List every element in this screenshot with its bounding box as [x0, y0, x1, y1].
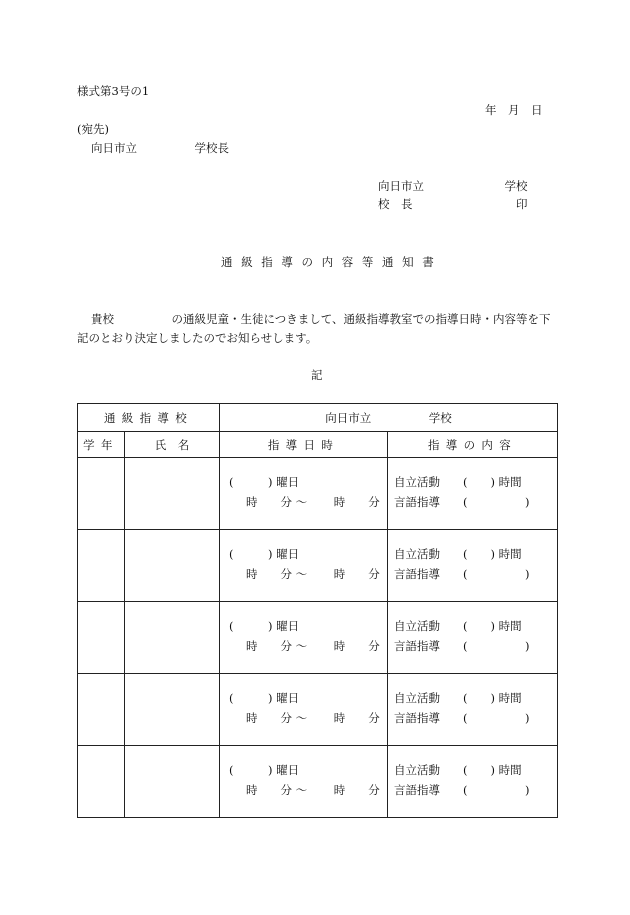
time-range-field: 時 分 〜 時 分: [246, 711, 380, 725]
datetime-cell[interactable]: [220, 746, 388, 818]
weekday-field: ( ) 曜日: [229, 547, 300, 561]
weekday-field: ( ) 曜日: [229, 691, 300, 705]
datetime-cell[interactable]: [220, 674, 388, 746]
time-range-field: 時 分 〜 時 分: [246, 639, 380, 653]
weekday-field: ( ) 曜日: [229, 475, 300, 489]
time-range-field: 時 分 〜 時 分: [246, 567, 380, 581]
gengo-field: 言語指導 ( ): [394, 711, 530, 725]
ki-label: 記: [311, 368, 323, 382]
weekday-field: ( ) 曜日: [229, 619, 300, 633]
gengo-field: 言語指導 ( ): [394, 639, 530, 653]
weekday-field: ( ) 曜日: [229, 763, 300, 777]
column-header-row: [78, 432, 558, 458]
name-cell[interactable]: [125, 746, 220, 818]
time-range-field: 時 分 〜 時 分: [246, 495, 380, 509]
col-name: 氏 名: [125, 432, 220, 458]
jiritsu-field: 自立活動 ( ) 時間: [394, 763, 522, 777]
addressee: 向日市立 学校長: [91, 141, 229, 155]
content-cell[interactable]: [388, 674, 558, 746]
date-line: 年 月 日: [485, 103, 543, 117]
content-cell[interactable]: [388, 530, 558, 602]
table-row: [78, 458, 558, 530]
jiritsu-field: 自立活動 ( ) 時間: [394, 547, 522, 561]
name-cell[interactable]: [125, 674, 220, 746]
table-row: [78, 674, 558, 746]
addressee-label: (宛先): [77, 122, 109, 136]
form-number: 様式第3号の1: [77, 84, 150, 98]
school-value: 向日市立 学校: [220, 404, 558, 432]
body-line-1: 貴校 の通級児童・生徒につきまして、通級指導教室での指導日時・内容等を下: [91, 312, 551, 326]
gengo-field: 言語指導 ( ): [394, 783, 530, 797]
sender-school: 向日市立 学校: [378, 179, 528, 193]
datetime-cell[interactable]: [220, 530, 388, 602]
col-grade: 学年: [78, 432, 125, 458]
school-row: [78, 404, 558, 432]
table-row: [78, 530, 558, 602]
table-row: [78, 746, 558, 818]
body-line-2: 記のとおり決定しましたのでお知らせします。: [77, 331, 318, 345]
guidance-table: [77, 403, 558, 818]
jiritsu-field: 自立活動 ( ) 時間: [394, 691, 522, 705]
document-title: 通級指導の内容等通知書: [221, 255, 443, 269]
content-cell[interactable]: [388, 602, 558, 674]
jiritsu-field: 自立活動 ( ) 時間: [394, 475, 522, 489]
datetime-cell[interactable]: [220, 602, 388, 674]
grade-cell[interactable]: [78, 530, 125, 602]
sender-principal: 校 長 印: [378, 197, 528, 211]
grade-cell[interactable]: [78, 458, 125, 530]
gengo-field: 言語指導 ( ): [394, 567, 530, 581]
col-content: 指導の内容: [388, 432, 558, 458]
jiritsu-field: 自立活動 ( ) 時間: [394, 619, 522, 633]
school-label: 通級指導校: [78, 404, 220, 432]
col-datetime: 指導日時: [220, 432, 388, 458]
name-cell[interactable]: [125, 530, 220, 602]
content-cell[interactable]: [388, 458, 558, 530]
grade-cell[interactable]: [78, 674, 125, 746]
content-cell[interactable]: [388, 746, 558, 818]
gengo-field: 言語指導 ( ): [394, 495, 530, 509]
name-cell[interactable]: [125, 458, 220, 530]
name-cell[interactable]: [125, 602, 220, 674]
time-range-field: 時 分 〜 時 分: [246, 783, 380, 797]
datetime-cell[interactable]: [220, 458, 388, 530]
grade-cell[interactable]: [78, 746, 125, 818]
grade-cell[interactable]: [78, 602, 125, 674]
table-row: [78, 602, 558, 674]
